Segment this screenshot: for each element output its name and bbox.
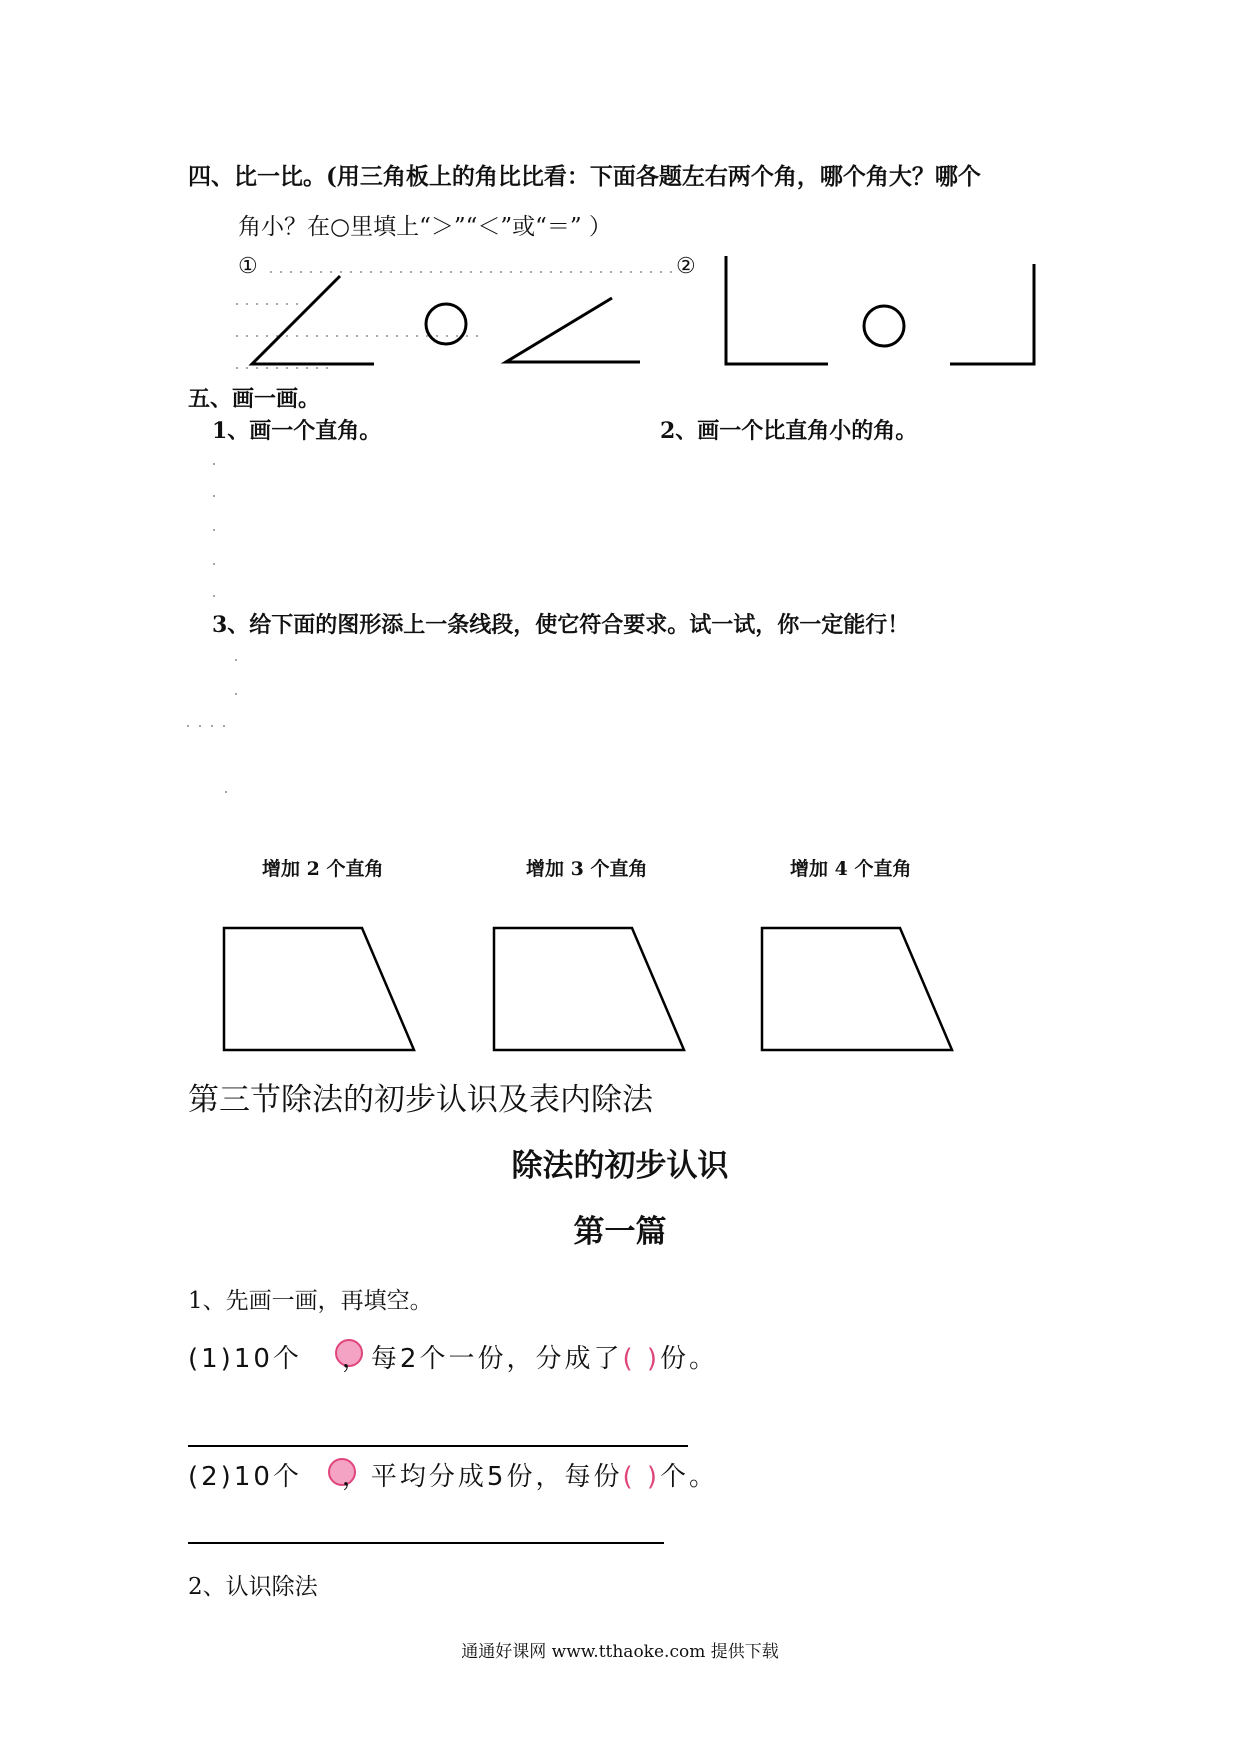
main-heading: 除法的初步认识 (511, 1148, 729, 1184)
q5-title: 五、画一画。 (188, 386, 321, 412)
fill-line-2 (188, 1456, 718, 1493)
q5-item-2: 2、画一个比直角小的角。 (660, 418, 918, 444)
shape-label-1: 增加 2 个直角 (262, 858, 384, 880)
angle-left-1 (252, 276, 374, 364)
q4-title: 四、比一比。(用三角板上的角比比看：下面各题左右两个角，哪个角大？哪个 (188, 163, 981, 190)
marker-2: ② (676, 254, 696, 279)
trapezoid-3 (762, 928, 952, 1050)
fill-2-suffix: 个。 (660, 1462, 719, 1492)
marker-1: ① (238, 254, 258, 279)
fill-1-paren[interactable]: ( ) (622, 1344, 661, 1374)
q4-title-continued: 角小？在○里填上“＞”“＜”或“＝” ） (238, 214, 612, 240)
shape-label-2: 增加 3 个直角 (526, 858, 648, 880)
q5-item-3: 3、给下面的图形添上一条线段，使它符合要求。试一试，你一定能行！ (212, 612, 910, 638)
fill-2-middle: ，平均分成5份，每份 (341, 1462, 623, 1492)
fill-1-middle: ，每2个一份，分成了 (341, 1344, 623, 1374)
trapezoid-2 (494, 928, 684, 1050)
angle-left-2 (726, 256, 828, 364)
angle-right-2 (950, 264, 1034, 364)
compare-circle-1[interactable] (426, 304, 466, 344)
section-title: 第三节除法的初步认识及表内除法 (188, 1082, 653, 1118)
dotted-guides (236, 272, 672, 368)
fill-2-paren[interactable]: ( ) (622, 1462, 661, 1492)
shape-label-3: 增加 4 个直角 (790, 858, 912, 880)
footer: 通通好课网 www.tthaoke.com 提供下载 (461, 1642, 779, 1662)
q5-item-1: 1、画一个直角。 (212, 418, 382, 444)
q2-title: 2、认识除法 (188, 1574, 318, 1600)
sub-heading: 第一篇 (573, 1214, 667, 1250)
fill-1-suffix: 份。 (660, 1344, 719, 1374)
fill-2-prefix: (2)10个 (188, 1462, 302, 1492)
fill-1-prefix: (1)10个 (188, 1344, 302, 1374)
fill-line-1 (188, 1338, 718, 1375)
trapezoid-1 (224, 928, 414, 1050)
compare-circle-2[interactable] (864, 306, 904, 346)
angle-right-1 (506, 298, 640, 362)
q1-title: 1、先画一画，再填空。 (188, 1288, 433, 1314)
